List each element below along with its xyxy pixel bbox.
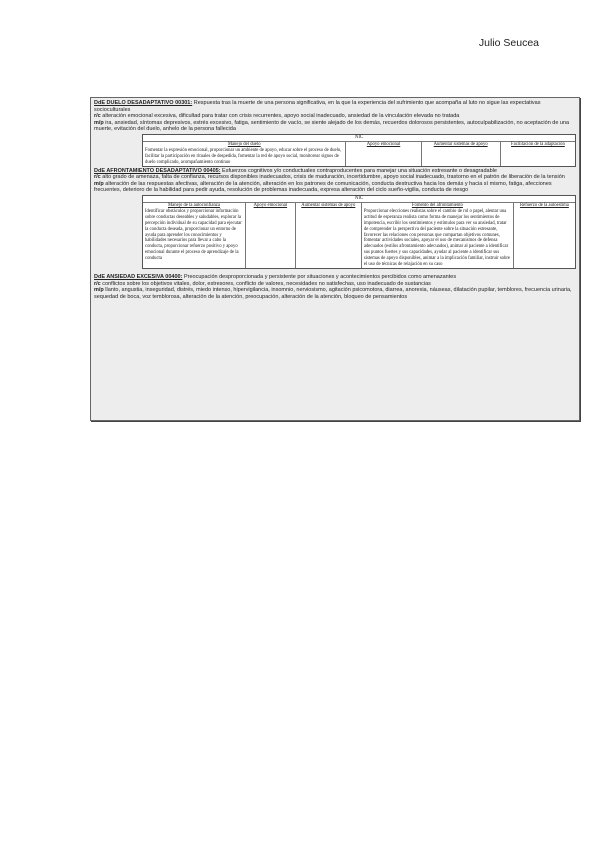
nic-cell-autoconfianza (143, 203, 245, 268)
diagnosis-definition: Preocupación desproporcionada y persistente por situaciones y acontecimientos percibidos como amenazantes (182, 273, 457, 280)
rc-text: alto grado de amenaza, falta de confianza, recursos disponibles inadecuados, crisis de maduración, incertidumbre, apoyo social inadecuado, trastorno en el patrón de liberación de la tensión (100, 174, 565, 181)
diagnosis-afrontamiento (94, 168, 576, 194)
rc-text: alteración emocional excesiva, dificultad para tratar con crisis recurrentes, apoyo social inadecuado, ansiedad de la vinculación elevada no tratada (100, 113, 460, 120)
mp-text: alteración de las respuestas afectivas, alteración de la atención, alteración en los patrones de comunicación, conducta destructiva hacia los demás y hacia sí mismo, fatiga, afecciones frecuentes, deterioro de la habilidad para pedir ayuda, resolución de problemas inadecuada, expresa alteración del ciclo sueño-vigilia, conducta de riesgo (94, 180, 552, 194)
mp-label: m/p (94, 287, 104, 294)
diagnosis-definition: Esfuerzos cognitivos y/o conductuales contraproducentes para manejar una situación estresante o desagradable (220, 167, 497, 174)
nic-body: Proporcionar elecciones realistas sobre el cambio de rol o papel, alentar una actitud de esperanza realista como forma de manejar los sentimientos de impotencia, escribir los sentimientos y estímulos para ver su ansiedad, tratar de comprender la perspectiva del paciente sobre la situación estresante, favorecer las relaciones con personas que compartan objetivos comunes, fomentar actividades sociales, apoyar el uso de mecanismos de defensa adecuados (estilos afrontamiento adecuados), animar al paciente a identificar sus puntos fuertes y sus capacidades, ayudar al paciente a identificar sus sistemas de apoyo disponibles, animar a la implicación familiar, instruir sobre el uso de técnicas de relajación en su caso (363, 208, 510, 268)
nic-header: NIC (143, 196, 575, 203)
nic-title: Apoyo emocional (366, 141, 401, 147)
mp-label: m/p (94, 119, 104, 126)
mp-text: llanto, angustia, inseguridad, distrés, miedo intenso, hipervigilancia, insomnio, nerviosismo, agitación psicomotora, diarrea, anorexia, náuseas, dilatación pupilar, temblores, frecuencia urinaria, sequedad de boca, voz temblorosa, alteración de la atención, preocupación, alteración de la atención, bloqueo de pensamientos (94, 287, 572, 300)
diagnosis-definition: Respuesta tras la muerte de una persona significativa, en la que la experiencia del sufrimiento que acompaña al luto no sigue las expectativas socioculturales (94, 100, 541, 113)
diagnosis-code: DdE AFRONTAMIENTO DESADAPTATIVO 00405: (94, 167, 221, 174)
diagnosis-duelo (94, 100, 576, 133)
diagnosis-code: DdE DUELO DESADAPTATIVO 00301: (94, 100, 193, 106)
nic-title: Aumentar sistemas de apoyo (301, 202, 356, 208)
nic-title: Facilitación de la adaptación (511, 141, 565, 147)
rc-text: conflictos sobre los objetivos vitales, dolor, estresores, conflicto de valores, necesidades no satisfechas, uso inadecuado de sustancias (100, 280, 431, 287)
nic-title: Manejo de la autoconfianza (168, 202, 220, 208)
author-name: Julio Seucea (478, 37, 539, 49)
diagnosis-ansiedad (94, 274, 576, 300)
nic-title: Fomento del afrontamiento (411, 202, 463, 208)
nic-title: Apoyo emocional (253, 202, 288, 208)
nic-title: Manejo del duelo (227, 141, 261, 147)
nic-table-duelo (142, 134, 576, 167)
rc-label: r/c (94, 280, 101, 287)
nic-title: Refuerzo de la autoestima (520, 202, 569, 208)
rc-label: r/c (94, 113, 101, 120)
nic-title: Aumentar sistemas de apoyo (433, 141, 488, 147)
nursing-care-plan (90, 97, 580, 421)
nic-body: Fomentar la expresión emocional, proporcionar un ambiente de apoyo, educar sobre el proceso de duelo, facilitar la participación en rituales de despedida, fomentar la red de apoyo social, monitorear signos de duelo complicado, acompañamiento continuo (145, 147, 342, 165)
mp-label: m/p (94, 180, 104, 187)
mp-text: ira, ansiedad, síntomas depresivos, estrés excesivo, fatiga, sentimiento de vacío, se siente alejado de los demás, recuerdos dolorosos persistentes, autoculpabilización, no aceptación de una muerte, evitación del duelo, anhelo de la persona fallecida (94, 119, 570, 133)
nic-header: NIC (143, 135, 575, 142)
diagnosis-code: DdE ANSIEDAD EXCESIVA 00400: (94, 273, 183, 280)
nic-body: Identificar obstáculos y proporcionar información sobre conductas deseables y saludables, explorar la percepción individual de su capacidad para ejecutar la conducta deseada, proporcionar un entorno de ayuda para aprender los conocimientos y habilidades necesarios para llevar a cabo la conducta, proporcionar refuerzo positivo y apoyo emocional durante el proceso de aprendizaje de la conducta (145, 208, 242, 262)
nic-table-afrontamiento (142, 195, 576, 269)
nic-cell-fomento-afrontamiento (361, 203, 513, 268)
nic-cell-manejo-duelo (143, 142, 346, 166)
rc-label: r/c (94, 174, 101, 181)
